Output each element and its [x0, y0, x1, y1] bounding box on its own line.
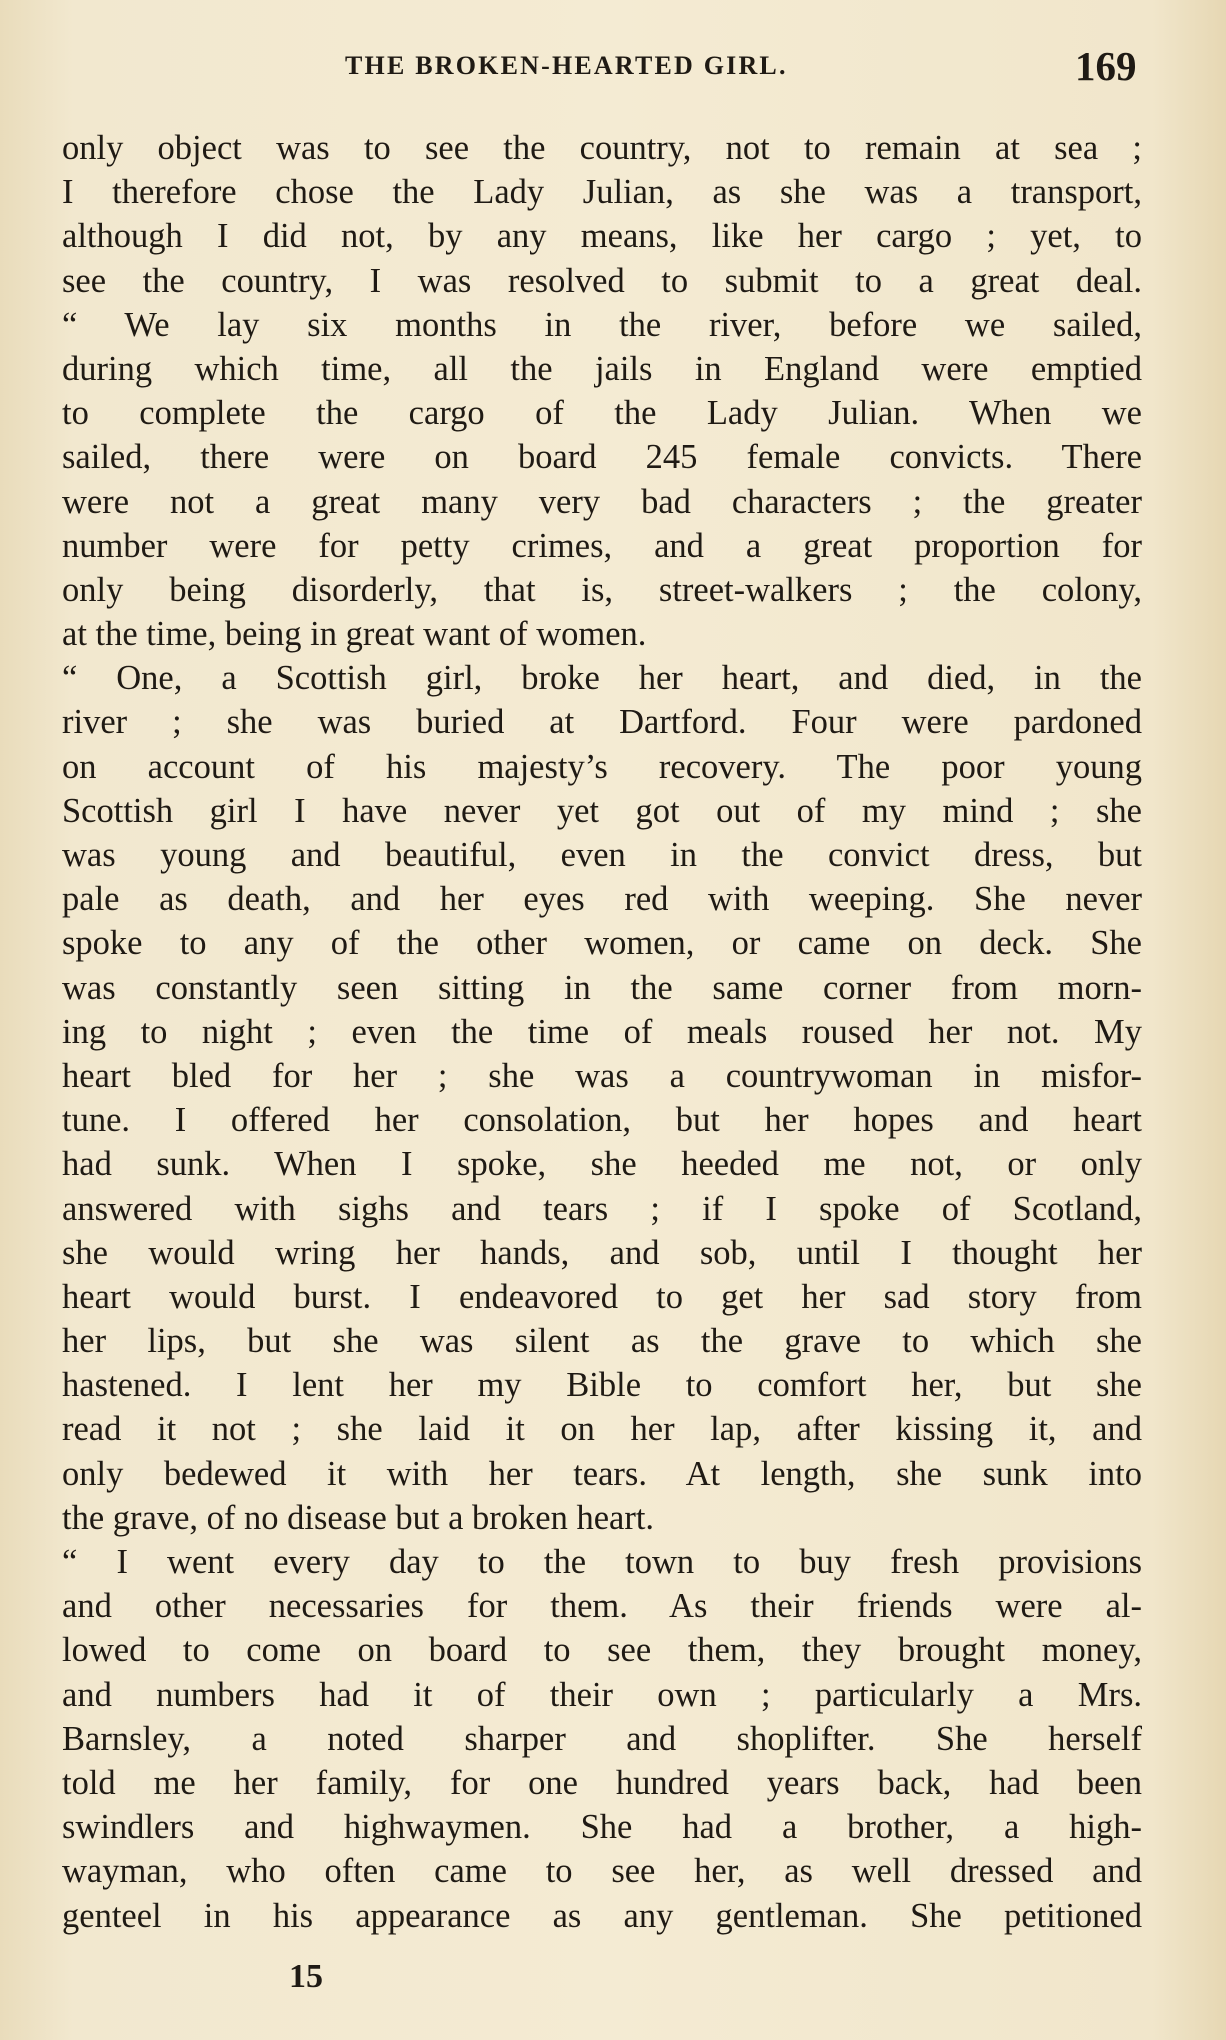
running-title: THE BROKEN-HEARTED GIRL.	[345, 51, 788, 80]
body-text	[62, 126, 1142, 1938]
text-line: hastened. I lent her my Bible to comfort her, but she	[62, 1366, 1142, 1405]
text-line: heart would burst. I endeavored to get her sad story from	[62, 1277, 1142, 1316]
text-line: on account of his majesty’s recovery. The poor young	[62, 747, 1142, 786]
text-line: although I did not, by any means, like her cargo ; yet, to	[62, 217, 1142, 256]
text-line: pale as death, and her eyes red with weeping. She never	[62, 880, 1142, 919]
text-line: lowed to come on board to see them, they brought money,	[62, 1631, 1142, 1670]
text-line: wayman, who often came to see her, as well dressed and	[62, 1852, 1142, 1891]
text-line: and other necessaries for them. As their friends were al-	[62, 1587, 1142, 1626]
text-line: “ One, a Scottish girl, broke her heart, and died, in the	[62, 659, 1142, 698]
text-line: number were for petty crimes, and a great proportion for	[62, 526, 1142, 565]
signature-mark: 15	[289, 1958, 323, 1995]
text-line: Scottish girl I have never yet got out of my mind ; she	[62, 791, 1142, 830]
text-line: ing to night ; even the time of meals roused her not. My	[62, 1012, 1142, 1051]
text-line: to complete the cargo of the Lady Julian. When we	[62, 394, 1142, 433]
text-line: read it not ; she laid it on her lap, after kissing it, and	[62, 1410, 1142, 1449]
text-line: I therefore chose the Lady Julian, as she was a transport,	[62, 173, 1142, 212]
text-line: spoke to any of the other women, or came on deck. She	[62, 924, 1142, 963]
text-line: she would wring her hands, and sob, until I thought her	[62, 1233, 1142, 1272]
text-line: only bedewed it with her tears. At length, she sunk into	[62, 1454, 1142, 1493]
text-line: only object was to see the country, not to remain at sea ;	[62, 129, 1142, 167]
text-line: Barnsley, a noted sharper and shoplifter. She herself	[62, 1719, 1142, 1758]
text-line: heart bled for her ; she was a countrywoman in misfor-	[62, 1056, 1142, 1095]
text-line: had sunk. When I spoke, she heeded me not, or only	[62, 1145, 1142, 1184]
text-line: genteel in his appearance as any gentleman. She petitioned	[62, 1896, 1142, 1935]
text-line: “ We lay six months in the river, before we sailed,	[62, 305, 1142, 344]
text-line: river ; she was buried at Dartford. Four were pardoned	[62, 703, 1142, 742]
text-line: “ I went every day to the town to buy fresh provisions	[62, 1543, 1142, 1581]
text-line: swindlers and highwaymen. She had a brother, a high-	[62, 1808, 1142, 1847]
text-line: only being disorderly, that is, street-walkers ; the colony,	[62, 570, 1142, 609]
text-line: answered with sighs and tears ; if I spoke of Scotland,	[62, 1189, 1142, 1228]
text-line: sailed, there were on board 245 female convicts. There	[62, 438, 1142, 477]
running-head	[0, 42, 1226, 92]
text-line: her lips, but she was silent as the grave to which she	[62, 1322, 1142, 1361]
text-line: told me her family, for one hundred years back, had been	[62, 1763, 1142, 1802]
text-line: see the country, I was resolved to submit to a great deal.	[62, 261, 1142, 300]
text-line: the grave, of no disease but a broken heart.	[62, 1498, 655, 1537]
text-line: was constantly seen sitting in the same corner from morn-	[62, 968, 1142, 1007]
page-number: 169	[1075, 43, 1137, 89]
text-line: at the time, being in great want of women.	[62, 615, 647, 654]
text-line: was young and beautiful, even in the convict dress, but	[62, 836, 1142, 874]
text-line: and numbers had it of their own ; particularly a Mrs.	[62, 1675, 1142, 1714]
text-line: tune. I offered her consolation, but her hopes and heart	[62, 1101, 1142, 1140]
text-line: during which time, all the jails in England were emptied	[62, 349, 1142, 388]
text-line: were not a great many very bad characters ; the greater	[62, 482, 1142, 521]
